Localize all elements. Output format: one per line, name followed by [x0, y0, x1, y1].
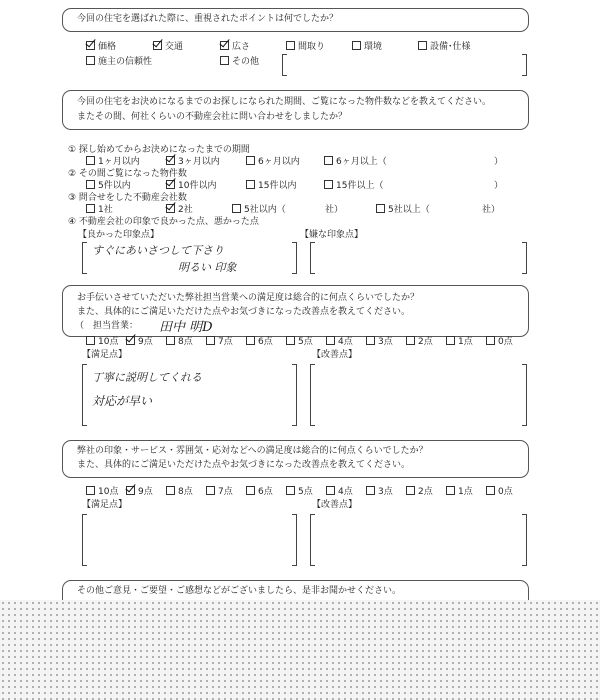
score-4[interactable]: 4点 — [326, 486, 353, 498]
checkbox-mark[interactable] — [376, 204, 385, 213]
score-10[interactable]: 10点 — [86, 486, 118, 498]
page-crop-pattern — [0, 600, 600, 700]
bad-impression-label: 【嫌な印象点】 — [300, 230, 364, 240]
checkbox-mark[interactable] — [246, 336, 255, 345]
company-improve-bracket-left — [310, 514, 315, 566]
question-text-line2: また、具体的にご満足いただけた点やお気づきになった改善点を教えてください。 — [77, 307, 411, 317]
good-handwriting-line1: すぐにあいさつして下さり — [92, 244, 224, 257]
checkbox-mark[interactable] — [286, 486, 295, 495]
other-bracket-left — [282, 54, 287, 76]
checkbox-mark[interactable] — [86, 204, 95, 213]
company-satisfied-bracket-left — [82, 514, 87, 566]
score-2[interactable]: 2点 — [406, 336, 433, 348]
checkbox-mark[interactable] — [406, 336, 415, 345]
question-text-line2: また、具体的にご満足いただけた点やお気づきになった改善点を教えてください。 — [77, 460, 411, 470]
company-improve-label: 【改善点】 — [312, 500, 358, 510]
checkbox-1company[interactable]: 1社 — [86, 204, 113, 216]
staff-satisfied-handwriting-line2: 対応が早い — [92, 394, 153, 408]
checkbox-builder-trust[interactable]: 施主の信頼性 — [86, 56, 152, 68]
bad-bracket-left — [310, 242, 315, 274]
question-box-company-satisfaction — [62, 440, 529, 478]
checkbox-6months[interactable]: 6ヶ月以内 — [246, 156, 300, 168]
checkbox-mark[interactable] — [366, 486, 375, 495]
checkbox-mark[interactable] — [366, 336, 375, 345]
staff-improve-label: 【改善点】 — [312, 350, 358, 360]
checkbox-other[interactable]: その他 — [220, 56, 259, 68]
staff-label: （ 担当営業： — [75, 321, 139, 331]
score-9[interactable]: 9点 — [126, 336, 153, 348]
score-6[interactable]: 6点 — [246, 486, 273, 498]
checkbox-mark[interactable] — [232, 204, 241, 213]
checkbox-mark[interactable] — [126, 486, 135, 495]
score-5[interactable]: 5点 — [286, 486, 313, 498]
checkbox-mark[interactable] — [220, 56, 229, 65]
q1-label: ① 探し始めてからお決めになったまでの期間 — [68, 145, 250, 155]
company-satisfied-bracket-right — [292, 514, 297, 566]
score-3[interactable]: 3点 — [366, 336, 393, 348]
checkbox-over-6months[interactable]: 6ヶ月以上（ — [324, 156, 387, 168]
checkbox-environment[interactable]: 環境 — [352, 41, 382, 53]
checkbox-mark[interactable] — [324, 156, 333, 165]
checkbox-mark[interactable] — [166, 180, 175, 189]
checkbox-mark[interactable] — [246, 156, 255, 165]
checkbox-mark[interactable] — [220, 41, 229, 50]
good-bracket-left — [82, 242, 87, 274]
checkbox-mark[interactable] — [324, 180, 333, 189]
question-text: 今回の住宅を選ばれた際に、重視されたポイントは何でしたか？ — [77, 14, 339, 24]
question-text-line1: 今回の住宅をお決めになるまでのお探しになられた期間、ご覧になった物件数などを教えてください。 — [77, 97, 492, 107]
checkbox-mark[interactable] — [126, 336, 135, 345]
q2-close-paren: ） — [494, 181, 504, 191]
checkbox-mark[interactable] — [286, 41, 295, 50]
checkbox-price[interactable]: 価格 — [86, 41, 116, 53]
checkbox-mark[interactable] — [418, 41, 427, 50]
score-7[interactable]: 7点 — [206, 336, 233, 348]
score-8[interactable]: 8点 — [166, 336, 193, 348]
staff-name-handwriting: 田中 明D — [159, 320, 213, 335]
checkbox-layout[interactable]: 間取り — [286, 41, 325, 53]
question-box-priorities — [62, 8, 529, 32]
checkbox-size[interactable]: 広さ — [220, 41, 250, 53]
checkbox-mark[interactable] — [86, 180, 95, 189]
checkbox-mark[interactable] — [166, 204, 175, 213]
checkbox-mark[interactable] — [246, 486, 255, 495]
checkbox-over-15items[interactable]: 15件以上（ — [324, 180, 383, 192]
checkbox-2companies[interactable]: 2社 — [166, 204, 193, 216]
checkbox-transport[interactable]: 交通 — [153, 41, 183, 53]
checkbox-mark[interactable] — [246, 180, 255, 189]
staff-improve-bracket-left — [310, 364, 315, 426]
checkbox-15items[interactable]: 15件以内 — [246, 180, 296, 192]
staff-score-options — [86, 336, 526, 348]
checkbox-mark[interactable] — [153, 41, 162, 50]
company-score-options — [86, 486, 526, 498]
good-bracket-right — [292, 242, 297, 274]
q3-company-suffix-2: 社） — [482, 205, 501, 215]
staff-satisfied-handwriting-line1: 丁寧に説明してくれる — [92, 371, 202, 384]
score-2[interactable]: 2点 — [406, 486, 433, 498]
question-text: その他ご意見・ご要望・ご感想などがございましたら、是非お聞かせください。 — [77, 586, 402, 596]
good-handwriting-line2: 明るい 印象 — [178, 261, 237, 274]
q3-label: ③ 問合せをした不動産会社数 — [68, 193, 187, 203]
checkbox-mark[interactable] — [166, 336, 175, 345]
checkbox-mark[interactable] — [86, 336, 95, 345]
staff-satisfied-bracket-right — [292, 364, 297, 426]
checkbox-3months[interactable]: 3ヶ月以内 — [166, 156, 220, 168]
checkbox-mark[interactable] — [326, 486, 335, 495]
good-impression-label: 【良かった印象点】 — [78, 230, 160, 240]
question-text-line2: またその間、何社くらいの不動産会社に問い合わせをしましたか？ — [77, 112, 348, 122]
checkbox-mark[interactable] — [166, 486, 175, 495]
q4-label: ④ 不動産会社の印象で良かった点、悪かった点 — [68, 217, 259, 227]
checkbox-5companies[interactable]: 5社以内（ — [232, 204, 286, 216]
score-4[interactable]: 4点 — [326, 336, 353, 348]
score-5[interactable]: 5点 — [286, 336, 313, 348]
checkbox-mark[interactable] — [166, 156, 175, 165]
score-3[interactable]: 3点 — [366, 486, 393, 498]
score-10[interactable]: 10点 — [86, 336, 118, 348]
company-improve-bracket-right — [522, 514, 527, 566]
checkbox-5items[interactable]: 5件以内 — [86, 180, 131, 192]
checkbox-mark[interactable] — [286, 336, 295, 345]
q2-label: ② その間ご覧になった物件数 — [68, 169, 187, 179]
checkbox-mark[interactable] — [486, 336, 495, 345]
checkbox-over-5companies[interactable]: 5社以上（ — [376, 204, 430, 216]
checkbox-mark[interactable] — [206, 336, 215, 345]
question-text-line1: 弊社の印象・サービス・雰囲気・応対などへの満足度は総合的に何点くらいでしたか？ — [77, 446, 428, 456]
staff-satisfied-bracket-left — [82, 364, 87, 426]
checkbox-mark[interactable] — [326, 336, 335, 345]
checkbox-10items[interactable]: 10件以内 — [166, 180, 216, 192]
question-box-search-period — [62, 90, 529, 130]
checkbox-mark[interactable] — [486, 486, 495, 495]
question-box-staff-satisfaction — [62, 285, 529, 337]
staff-improve-bracket-right — [522, 364, 527, 426]
score-7[interactable]: 7点 — [206, 486, 233, 498]
checkbox-mark[interactable] — [406, 486, 415, 495]
score-6[interactable]: 6点 — [246, 336, 273, 348]
score-0[interactable]: 0点 — [486, 486, 513, 498]
checkbox-mark[interactable] — [86, 56, 95, 65]
score-1[interactable]: 1点 — [446, 336, 473, 348]
checkbox-mark[interactable] — [86, 156, 95, 165]
q1-close-paren: ） — [494, 157, 504, 167]
score-9[interactable]: 9点 — [126, 486, 153, 498]
score-1[interactable]: 1点 — [446, 486, 473, 498]
staff-satisfied-label: 【満足点】 — [82, 350, 128, 360]
checkbox-mark[interactable] — [206, 486, 215, 495]
score-8[interactable]: 8点 — [166, 486, 193, 498]
checkbox-mark[interactable] — [86, 486, 95, 495]
checkbox-1month[interactable]: 1ヶ月以内 — [86, 156, 140, 168]
score-0[interactable]: 0点 — [486, 336, 513, 348]
checkbox-mark[interactable] — [446, 336, 455, 345]
company-satisfied-label: 【満足点】 — [82, 500, 128, 510]
question-text-line1: お手伝いさせていただいた弊社担当営業への満足度は総合的に何点くらいでしたか？ — [77, 293, 420, 303]
checkbox-mark[interactable] — [352, 41, 361, 50]
q3-company-suffix-1: 社） — [325, 205, 344, 215]
checkbox-equipment[interactable]: 設備･仕様 — [418, 41, 471, 53]
bad-bracket-right — [522, 242, 527, 274]
checkbox-mark[interactable] — [86, 41, 95, 50]
other-bracket-right — [522, 54, 527, 76]
checkbox-mark[interactable] — [446, 486, 455, 495]
